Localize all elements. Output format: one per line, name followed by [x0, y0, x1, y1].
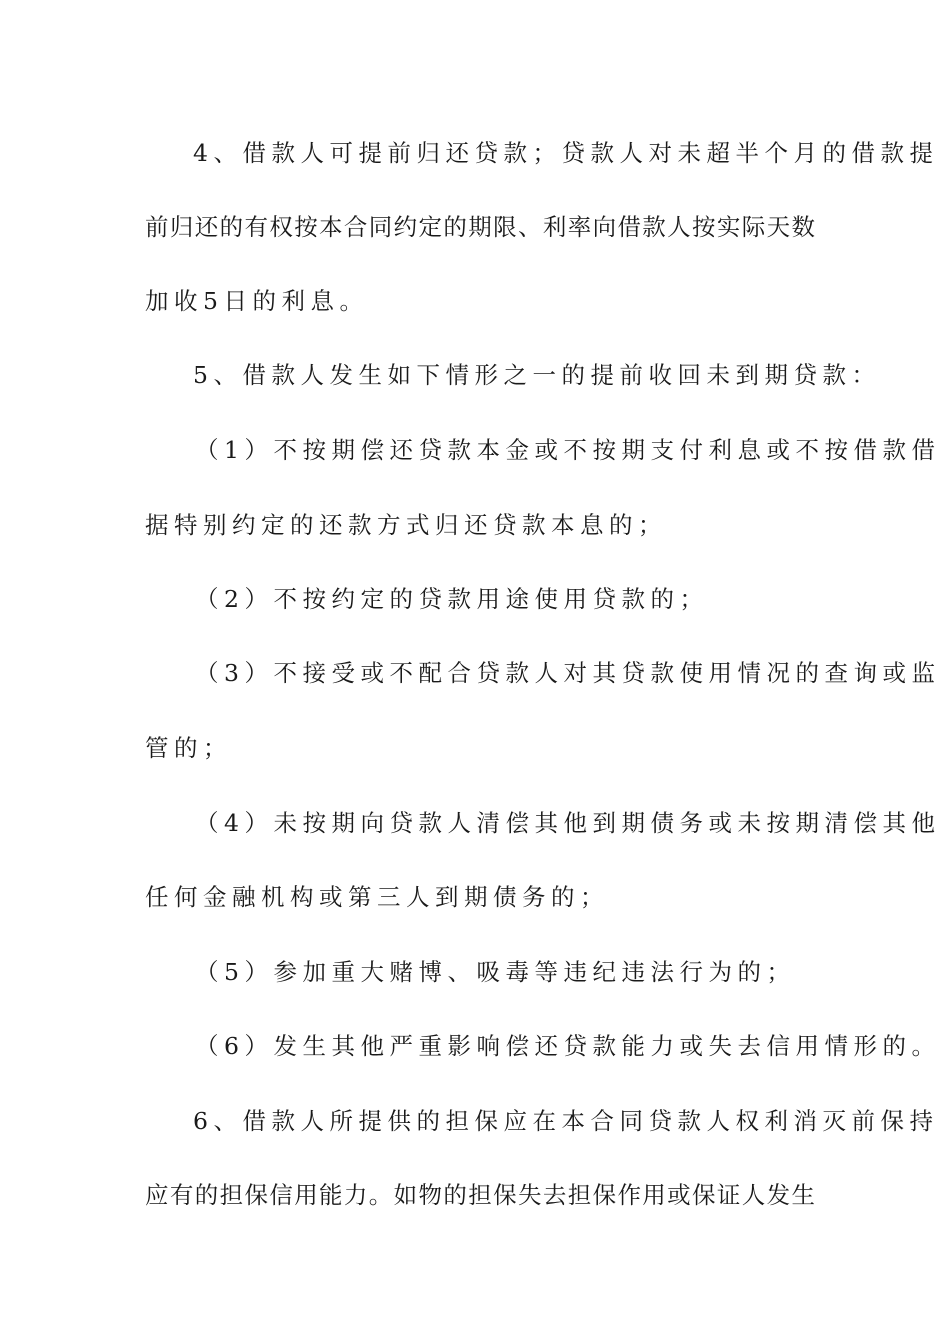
clause-4-line-1: 4、借款人可提前归还贷款；贷款人对未超半个月的借款提: [193, 139, 939, 167]
clause-5-3-line-2: 管的；: [145, 734, 232, 762]
clause-6-line-1: 6、借款人所提供的担保应在本合同贷款人权利消灭前保持: [193, 1107, 939, 1135]
clause-6-line-2: 应有的担保信用能力。如物的担保失去担保作用或保证人发生: [145, 1181, 815, 1209]
clause-5-2-line-1: （2）不按约定的贷款用途使用贷款的；: [195, 585, 709, 613]
clause-4-line-2: 前归还的有权按本合同约定的期限、利率向借款人按实际天数: [145, 213, 815, 241]
clause-5-line-1: 5、借款人发生如下情形之一的提前收回未到期贷款：: [193, 361, 881, 389]
clause-5-1-line-1: （1）不按期偿还贷款本金或不按期支付利息或不按借款借: [195, 436, 941, 464]
clause-5-3-line-1: （3）不接受或不配合贷款人对其贷款使用情况的查询或监: [195, 659, 941, 687]
clause-4-line-3: 加收5日的利息。: [145, 287, 369, 315]
clause-5-4-line-1: （4）未按期向贷款人清偿其他到期债务或未按期清偿其他: [195, 809, 941, 837]
clause-5-1-line-2: 据特别约定的还款方式归还贷款本息的；: [145, 511, 667, 539]
clause-5-4-line-2: 任何金融机构或第三人到期债务的；: [145, 883, 609, 911]
clause-5-6-line-1: （6）发生其他严重影响偿还贷款能力或失去信用情形的。: [195, 1032, 941, 1060]
clause-5-5-line-1: （5）参加重大赌博、吸毒等违纪违法行为的；: [195, 958, 796, 986]
